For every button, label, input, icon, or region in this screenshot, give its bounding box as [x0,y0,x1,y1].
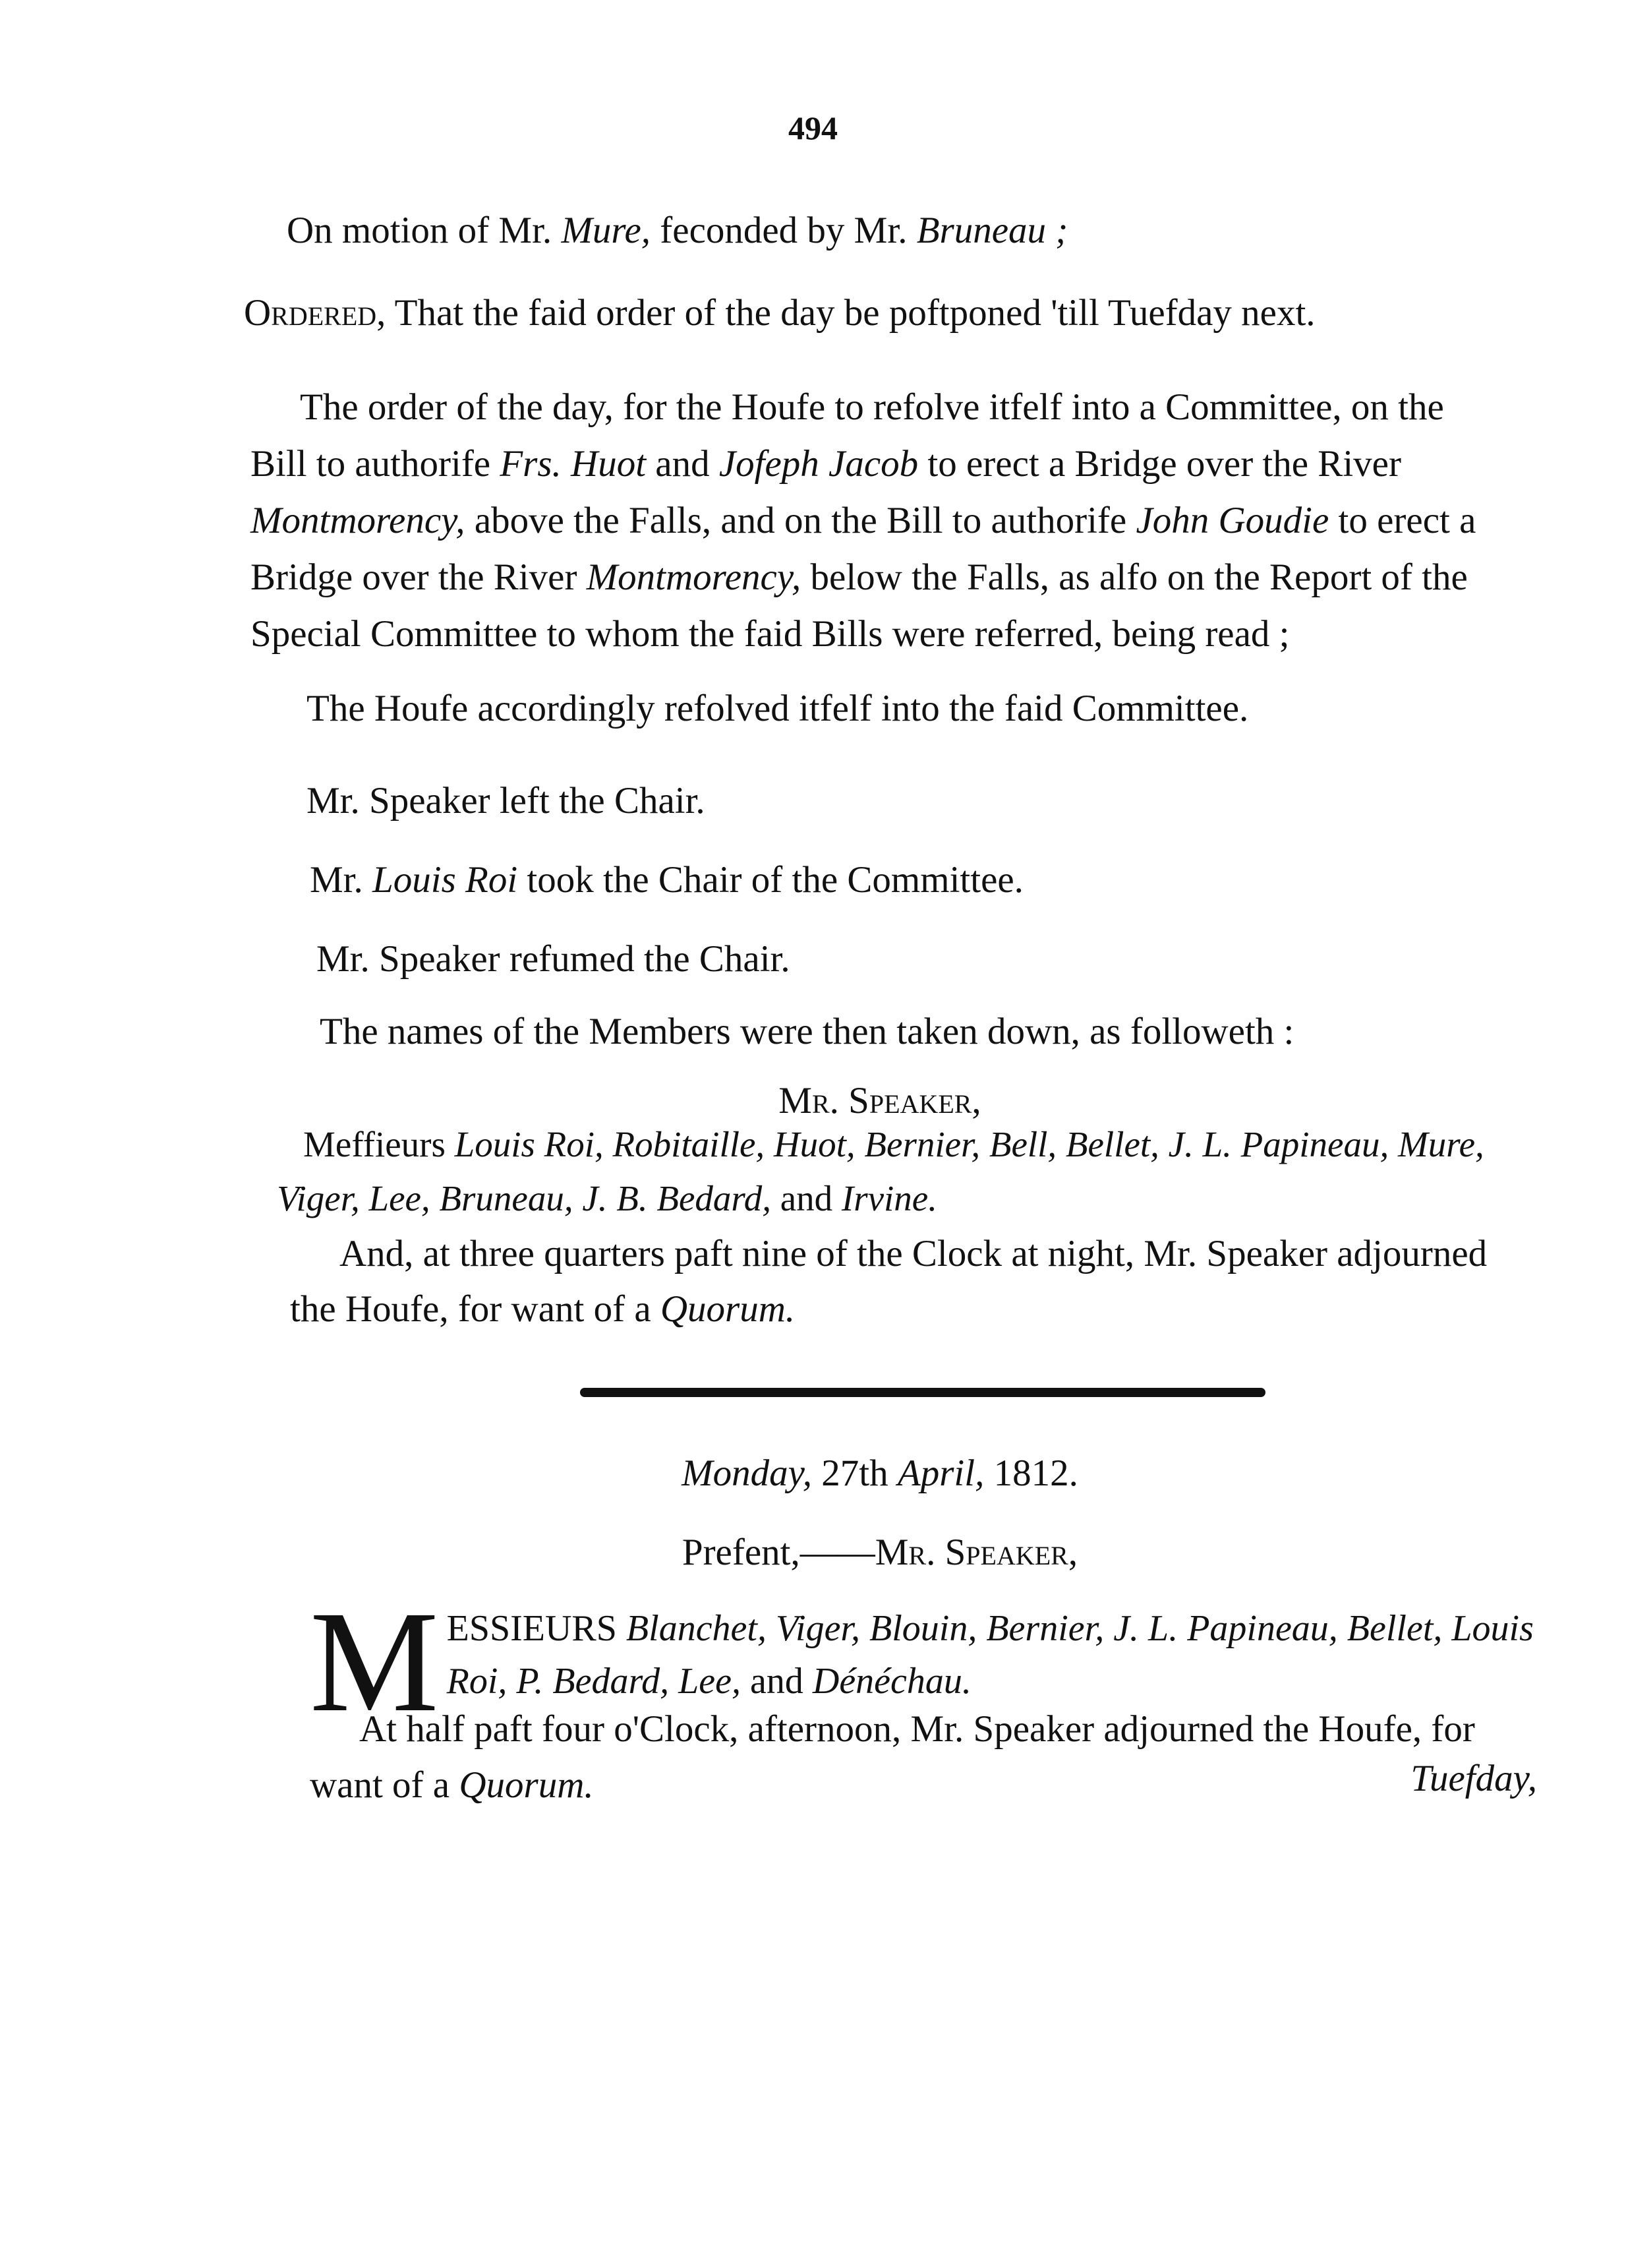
louis-roi-chair-paragraph: Mr. Louis Roi took the Chair of the Committee. [310,859,1024,901]
speaker-left-paragraph: Mr. Speaker left the Chair. [306,780,705,821]
speaker-resumed-paragraph: Mr. Speaker refumed the Chair. [316,938,790,980]
names-taken-paragraph: The names of the Members were then taken down, as followeth : [320,1011,1294,1052]
adjourn-paragraph-2: At half paft four o'Clock, afternoon, Mr. Speaker adjourned the Houfe, for want of a Quorum. [310,1708,1475,1806]
catchword: Tuefday, [1410,1758,1537,1799]
drop-cap: M [310,1581,439,1742]
motion-paragraph: On motion of Mr. Mure, feconded by Mr. Bruneau ; [287,210,1068,251]
order-of-day-paragraph: The order of the day, for the Houfe to refolve itfelf into a Committee, on the Bill to authorife Frs. Huot and Jofeph Jacob to erect a Bridge over the River Montmorency, above the Falls, and on the Bill to authorife John Goudie to erect a Bridge over the River Montmorency, below the Falls, as alfo on the Report of the Special Committee to whom the faid Bills were referred, being read ; [250,386,1476,655]
page-number: 494 [788,109,838,146]
committee-paragraph: The Houfe accordingly refolved itfelf into the faid Committee. [306,688,1249,729]
present-heading: Prefent,——Mr. Speaker, [682,1532,1078,1573]
speaker-heading: Mr. Speaker, [778,1080,981,1121]
members-list-1: Meffieurs Louis Roi, Robitaille, Huot, Bernier, Bell, Bellet, J. L. Papineau, Mure, Viger, Lee, Bruneau, J. B. Bedard, and Irvine. [277,1124,1484,1218]
ordered-paragraph: Ordered, That the faid order of the day be poftponed 'till Tuefday next. [244,292,1316,334]
adjourn-paragraph-1: And, at three quarters paft nine of the Clock at night, Mr. Speaker adjourned the Houfe, for want of a Quorum. [290,1233,1488,1330]
date-heading: Monday, 27th April, 1812. [682,1452,1078,1494]
members-list-2: M ESSIEURS Blanchet, Viger, Blouin, Bernier, J. L. Papineau, Bellet, Louis Roi, P. Bedard, Lee, and Dénéchau. [310,1581,1534,1742]
section-divider [580,1388,1265,1397]
